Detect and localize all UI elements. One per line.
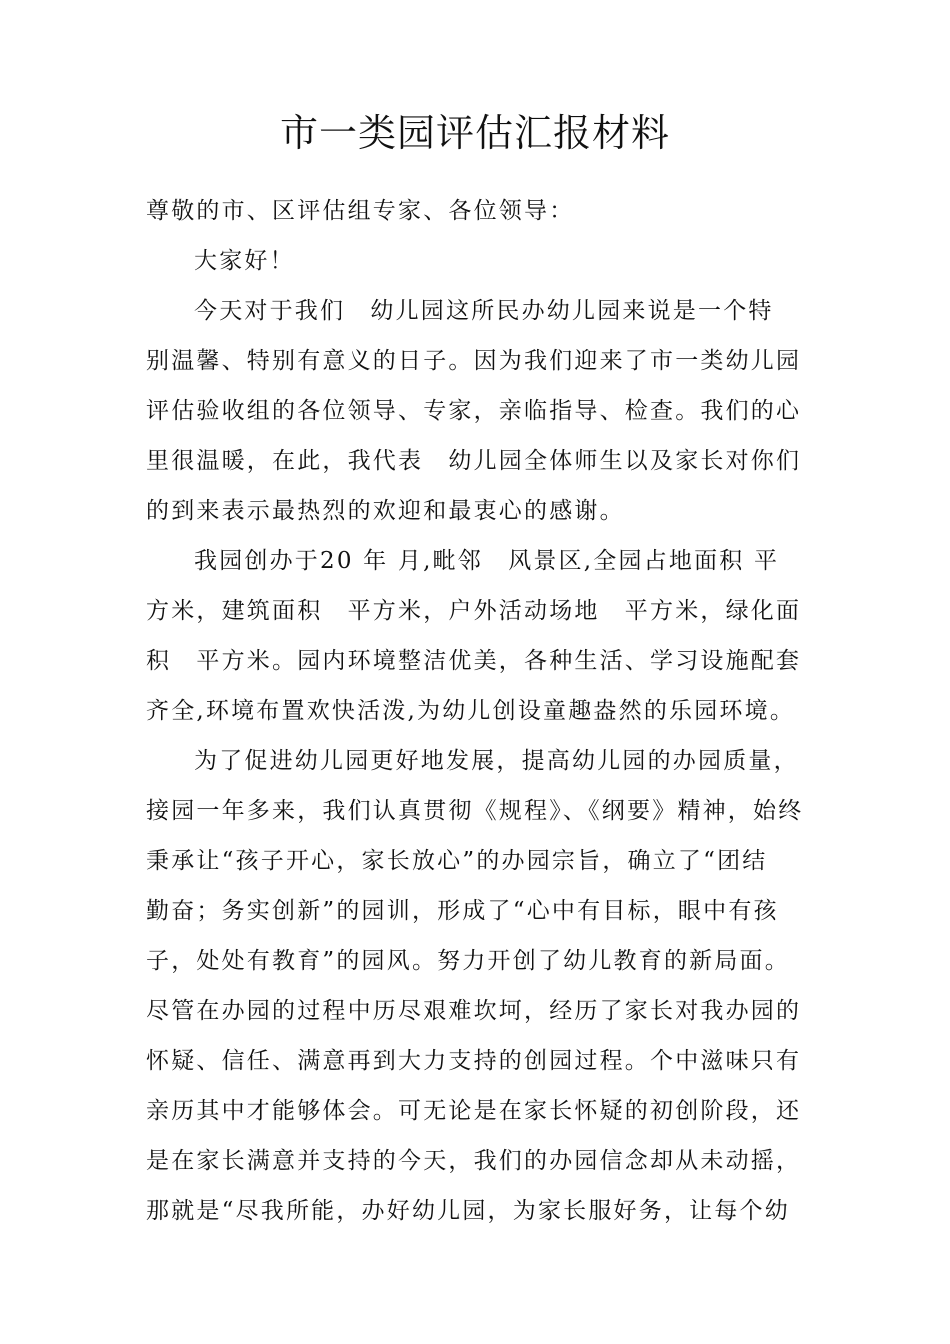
text-line: 怀疑、信任、满意再到大力支持的创园过程。个中滋味只有: [146, 1048, 802, 1074]
document-title: 市一类园评估汇报材料: [279, 111, 670, 155]
text-line: 勤奋；务实创新”的园训，形成了“心中有目标，眼中有孩: [146, 898, 779, 924]
text-line: 大家好！: [194, 248, 295, 274]
text-line: 齐全,环境布置欢快活泼,为幼儿创设童趣盎然的乐园环境。: [146, 698, 796, 724]
text-line: 尽管在办园的过程中历尽艰难坎坷，经历了家长对我办园的: [146, 998, 802, 1024]
text-line: 子，处处有教育”的园风。努力开创了幼儿教育的新局面。: [146, 948, 790, 974]
text-line: 今天对于我们 幼儿园这所民办幼儿园来说是一个特: [194, 298, 774, 324]
text-line: 那就是“尽我所能，办好幼儿园，为家长服好务，让每个幼: [146, 1198, 790, 1224]
text-line: 别温馨、特别有意义的日子。因为我们迎来了市一类幼儿园: [146, 348, 802, 374]
text-line: 是在家长满意并支持的今天，我们的办园信念却从未动摇，: [146, 1148, 802, 1174]
text-line: 接园一年多来，我们认真贯彻《规程》、《纲要》精神，始终: [146, 798, 804, 824]
text-line: 积 平方米。园内环境整洁优美，各种生活、学习设施配套: [146, 648, 802, 674]
text-line: 里很温暖，在此，我代表 幼儿园全体师生以及家长对你们: [146, 448, 802, 474]
text-line: 为了促进幼儿园更好地发展，提高幼儿园的办园质量，: [194, 748, 799, 774]
text-line: 方米，建筑面积 平方米，户外活动场地 平方米，绿化面: [146, 598, 802, 624]
text-line: 我园创办于20 年 月,毗邻 风景区,全园占地面积 平: [194, 548, 780, 574]
text-line: 的到来表示最热烈的欢迎和最衷心的感谢。: [146, 498, 625, 524]
text-line: 秉承让“孩子开心，家长放心”的办园宗旨，确立了“团结: [146, 848, 768, 874]
text-line: 亲历其中才能够体会。可无论是在家长怀疑的初创阶段，还: [146, 1098, 802, 1124]
document-body: [146, 186, 836, 1236]
text-line: 尊敬的市、区评估组专家、各位领导：: [146, 198, 575, 224]
text-line: 评估验收组的各位领导、专家，亲临指导、检查。我们的心: [146, 398, 802, 424]
